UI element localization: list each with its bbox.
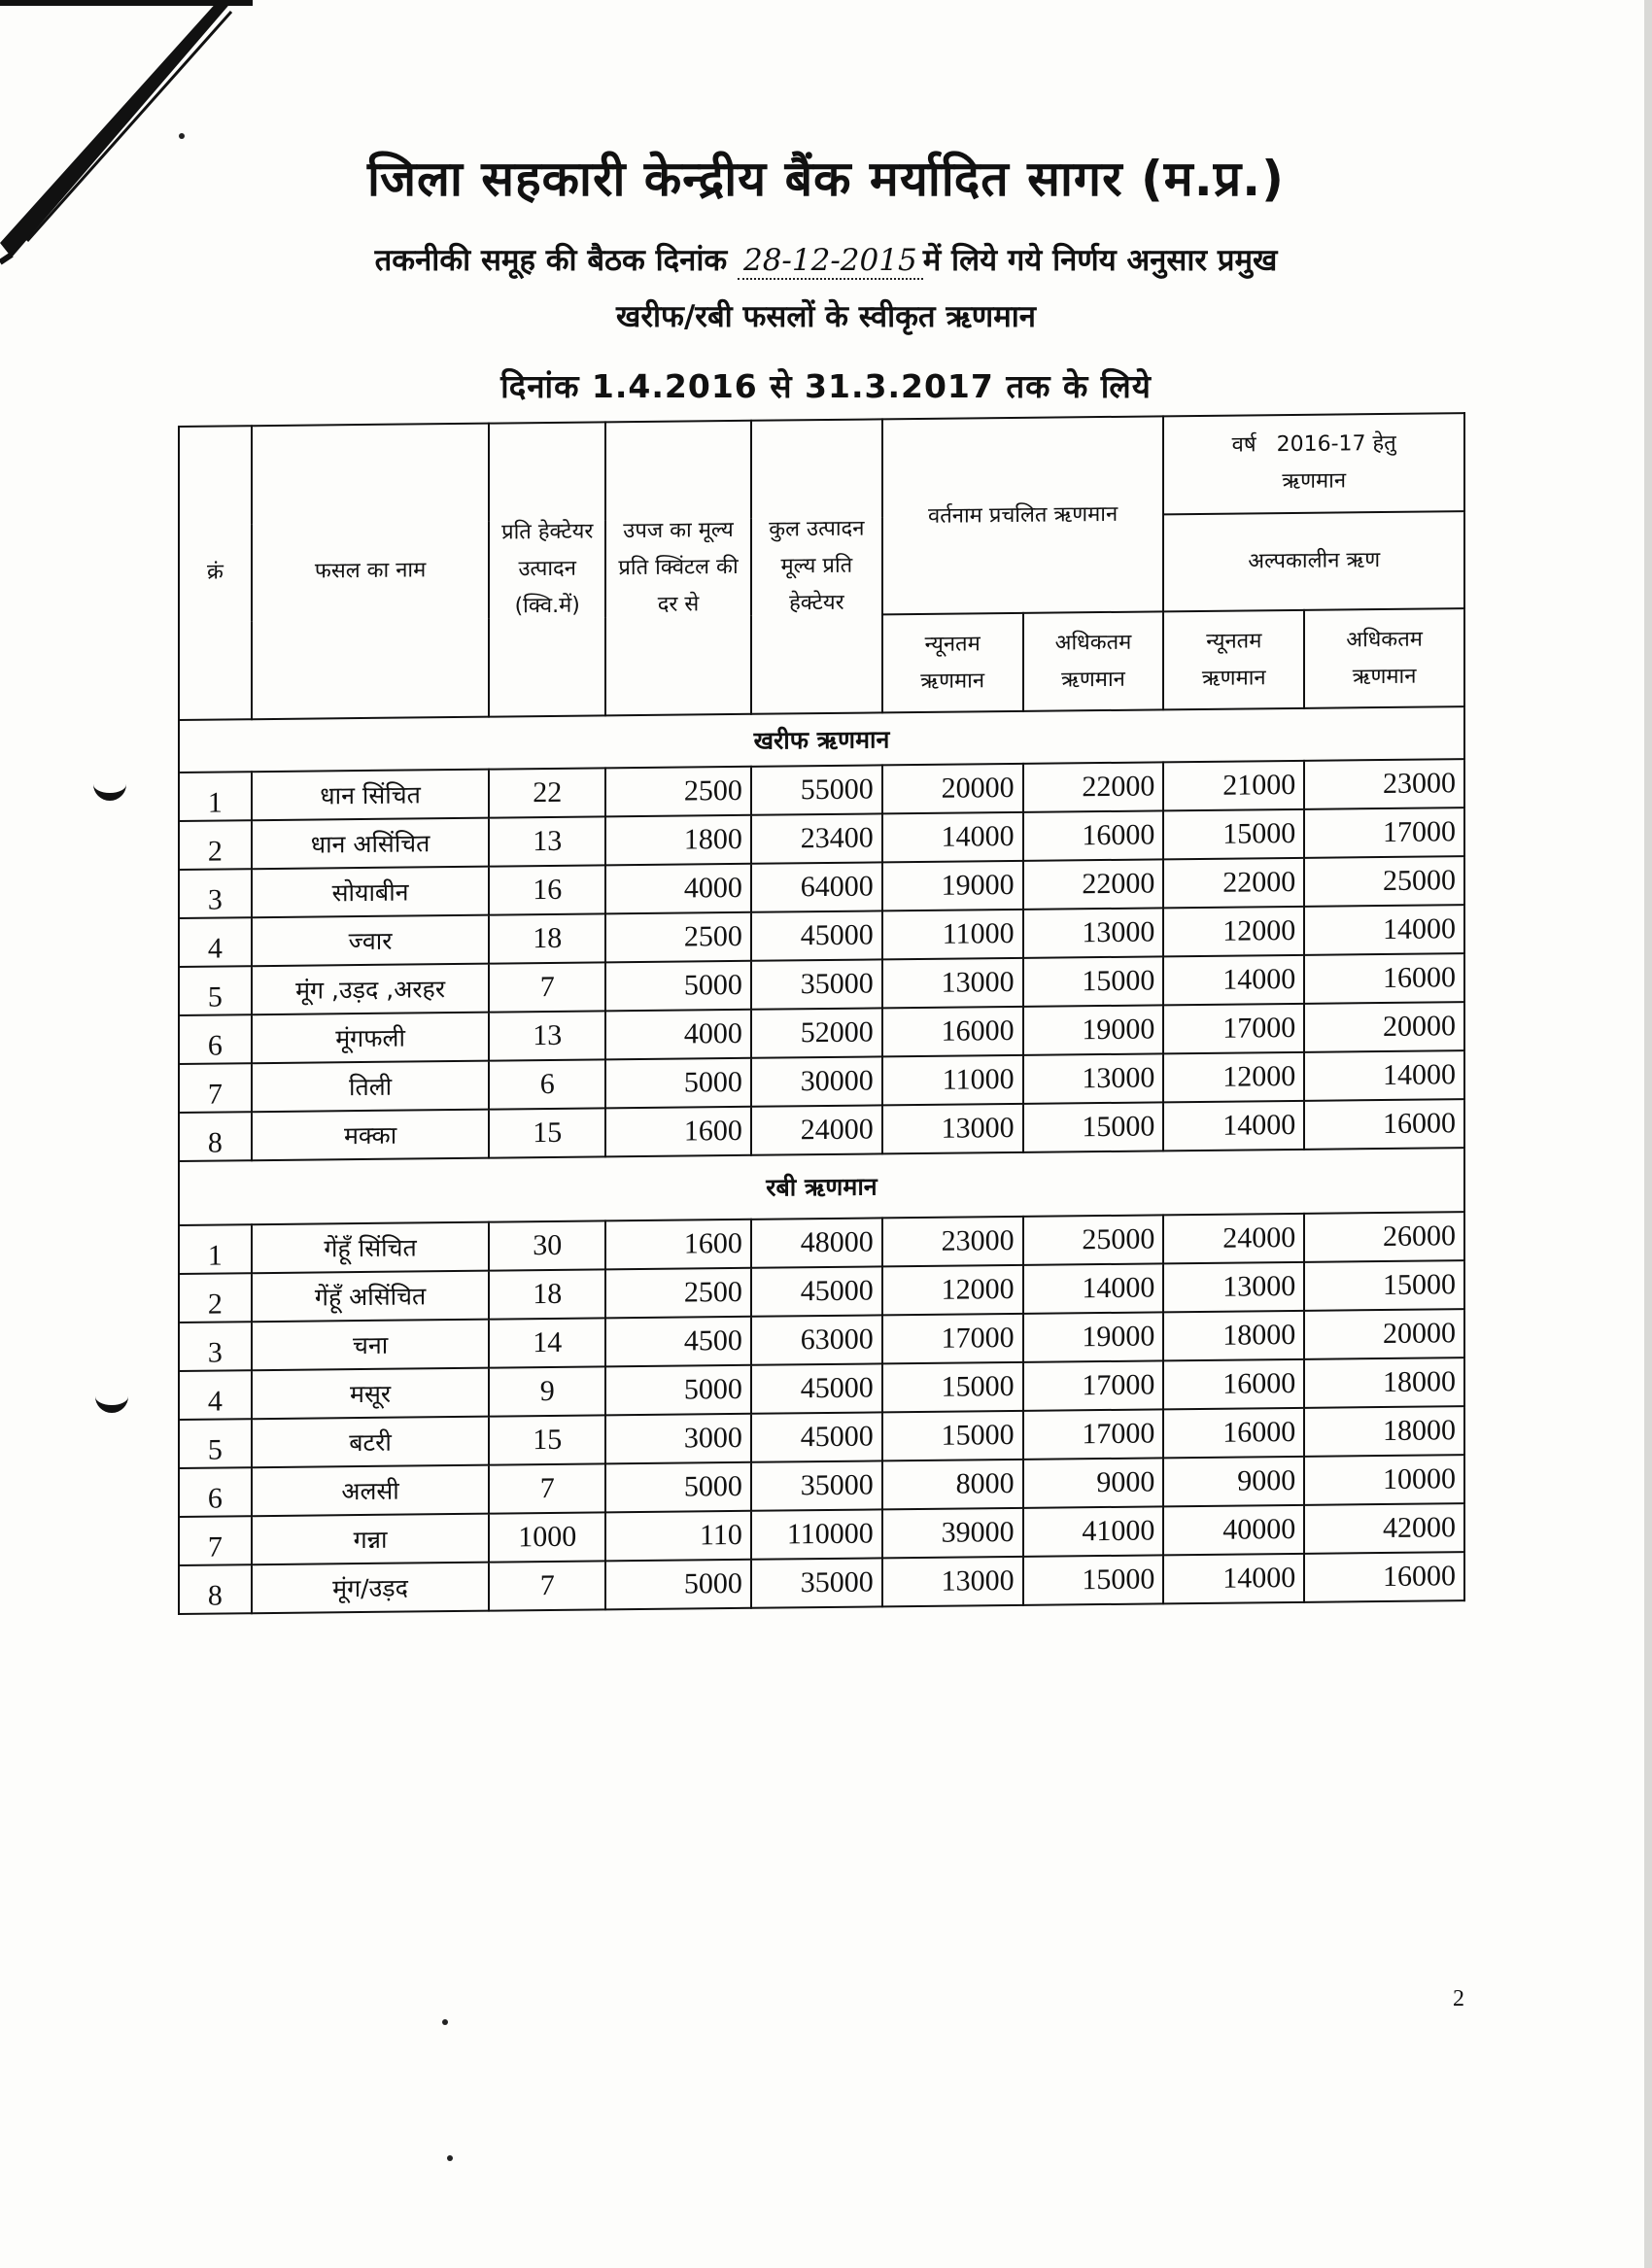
serial-cell: 7 [179, 1516, 252, 1565]
meeting-line [0, 239, 1652, 280]
crop-name-cell: गेंहूँ असिंचित [252, 1271, 489, 1323]
new-min-cell: 14000 [1163, 1101, 1304, 1151]
current-max-cell: 14000 [1023, 1263, 1164, 1314]
header-year-value: 2016-17 [1276, 431, 1366, 458]
crop-name-cell: धान असिंचित [252, 818, 489, 870]
crop-name-cell: गेंहूँ सिंचित [252, 1222, 489, 1274]
new-max-cell: 26000 [1304, 1212, 1464, 1262]
kharif-section-title: खरीफ ऋणमान [179, 706, 1464, 773]
meeting-line-prefix: तकनीकी समूह की बैठक दिनांक [374, 243, 728, 278]
total-value-cell: 64000 [751, 862, 882, 911]
scan-right-edge [1644, 0, 1652, 2268]
total-value-cell: 52000 [751, 1008, 882, 1057]
header-year-line2: ऋणमान [1282, 468, 1347, 495]
header-current-loan: वर्तनाम प्रचलित ऋणमान [882, 416, 1164, 614]
total-value-cell: 45000 [751, 1266, 882, 1316]
current-min-cell: 16000 [882, 1007, 1023, 1057]
current-max-cell: 22000 [1023, 859, 1164, 910]
total-value-cell: 45000 [751, 1412, 882, 1461]
total-value-cell: 110000 [751, 1509, 882, 1559]
new-max-cell: 14000 [1304, 905, 1464, 955]
current-max-cell: 41000 [1023, 1506, 1164, 1557]
serial-cell: 1 [179, 772, 252, 821]
price-cell: 2500 [605, 767, 751, 817]
new-max-cell: 16000 [1304, 953, 1464, 1004]
current-max-cell: 15000 [1023, 1555, 1164, 1605]
yield-cell: 15 [489, 1108, 605, 1157]
crop-name-cell: सोयाबीन [252, 867, 489, 918]
yield-cell: 7 [489, 1561, 605, 1610]
crop-name-cell: मूंगफली [252, 1013, 489, 1064]
yield-cell: 7 [489, 962, 605, 1012]
header-price: उपज का मूल्य प्रति क्विंटल की दर से [605, 421, 751, 716]
crop-name-cell: ज्वार [252, 915, 489, 967]
crop-name-cell: बटरी [252, 1417, 489, 1468]
serial-cell: 5 [179, 966, 252, 1015]
yield-cell: 18 [489, 913, 605, 963]
new-min-cell: 18000 [1163, 1311, 1304, 1361]
header-sn: क्रं [179, 426, 252, 720]
crop-name-cell: गन्ना [252, 1514, 489, 1565]
current-min-cell: 8000 [882, 1460, 1023, 1510]
yield-cell: 22 [489, 768, 605, 817]
yield-cell: 18 [489, 1269, 605, 1319]
price-cell: 1600 [605, 1107, 751, 1157]
total-value-cell: 48000 [751, 1218, 882, 1267]
current-min-cell: 11000 [882, 910, 1023, 960]
current-max-cell: 16000 [1023, 810, 1164, 861]
header-new-max: अधिकतम ऋणमान [1304, 608, 1464, 707]
new-min-cell: 14000 [1163, 955, 1304, 1006]
header-year-prefix: वर्ष [1231, 432, 1256, 458]
price-cell: 1800 [605, 815, 751, 866]
serial-cell: 6 [179, 1467, 252, 1517]
current-min-cell: 14000 [882, 812, 1023, 863]
price-cell: 4000 [605, 864, 751, 914]
header-current-max: अधिकतम ऋणमान [1023, 612, 1164, 711]
new-max-cell: 15000 [1304, 1260, 1464, 1311]
current-min-cell: 13000 [882, 1104, 1023, 1154]
total-value-cell: 30000 [751, 1056, 882, 1106]
meeting-line-suffix: में लिये गये निर्णय अनुसार प्रमुख [922, 243, 1278, 278]
serial-cell: 7 [179, 1063, 252, 1113]
new-max-cell: 25000 [1304, 856, 1464, 907]
new-min-cell: 17000 [1163, 1004, 1304, 1054]
crop-name-cell: तिली [252, 1061, 489, 1113]
current-min-cell: 20000 [882, 764, 1023, 814]
current-max-cell: 15000 [1023, 956, 1164, 1007]
total-value-cell: 45000 [751, 1363, 882, 1413]
new-min-cell: 13000 [1163, 1262, 1304, 1313]
current-min-cell: 19000 [882, 861, 1023, 911]
price-cell: 5000 [605, 961, 751, 1012]
new-min-cell: 12000 [1163, 1052, 1304, 1103]
serial-cell: 5 [179, 1419, 252, 1468]
yield-cell: 13 [489, 816, 605, 866]
rabi-section [179, 1148, 1464, 1614]
new-min-cell: 12000 [1163, 907, 1304, 957]
header-new-min: न्यूनतम ऋणमान [1163, 610, 1304, 709]
price-cell: 5000 [605, 1058, 751, 1109]
new-max-cell: 18000 [1304, 1357, 1464, 1408]
total-value-cell: 63000 [751, 1315, 882, 1364]
current-min-cell: 15000 [882, 1411, 1023, 1461]
document-title: जिला सहकारी केन्द्रीय बैंक मर्यादित सागर (म.प्र.) [367, 151, 1285, 207]
header-crop: फसल का नाम [252, 424, 489, 720]
serial-cell: 8 [179, 1564, 252, 1614]
current-min-cell: 15000 [882, 1362, 1023, 1413]
handwritten-meeting-date: 28-12-2015 [738, 243, 923, 280]
current-min-cell: 17000 [882, 1314, 1023, 1364]
current-max-cell: 17000 [1023, 1360, 1164, 1411]
header-short-term: अल्पकालीन ऋण [1163, 511, 1464, 612]
price-cell: 4500 [605, 1317, 751, 1367]
page-number: 2 [1453, 1986, 1464, 2011]
new-min-cell: 14000 [1163, 1554, 1304, 1604]
scan-speck [179, 133, 185, 139]
new-min-cell: 9000 [1163, 1457, 1304, 1507]
total-value-cell: 35000 [751, 959, 882, 1009]
header-current-min: न्यूनतम ऋणमान [882, 613, 1023, 712]
current-max-cell: 19000 [1023, 1312, 1164, 1362]
current-max-cell: 25000 [1023, 1215, 1164, 1265]
new-min-cell: 22000 [1163, 858, 1304, 909]
price-cell: 5000 [605, 1462, 751, 1513]
total-value-cell: 35000 [751, 1558, 882, 1607]
corner-scan-mark [0, 0, 253, 272]
serial-cell: 4 [179, 917, 252, 967]
new-max-cell: 10000 [1304, 1455, 1464, 1505]
price-cell: 1600 [605, 1220, 751, 1270]
current-max-cell: 22000 [1023, 762, 1164, 812]
new-min-cell: 24000 [1163, 1214, 1304, 1264]
serial-cell: 3 [179, 869, 252, 918]
new-min-cell: 40000 [1163, 1505, 1304, 1556]
crop-name-cell: मूंग/उड़द [252, 1563, 489, 1614]
serial-cell: 2 [179, 1273, 252, 1323]
current-min-cell: 11000 [882, 1055, 1023, 1106]
yield-cell: 1000 [489, 1512, 605, 1562]
yield-cell: 9 [489, 1366, 605, 1416]
yield-cell: 13 [489, 1011, 605, 1060]
total-value-cell: 24000 [751, 1105, 882, 1154]
total-value-cell: 35000 [751, 1460, 882, 1510]
current-min-cell: 39000 [882, 1508, 1023, 1559]
crop-name-cell: अलसी [252, 1465, 489, 1517]
new-max-cell: 42000 [1304, 1503, 1464, 1554]
total-value-cell: 55000 [751, 765, 882, 814]
serial-cell: 8 [179, 1112, 252, 1161]
serial-cell: 2 [179, 820, 252, 870]
header-year-loan [1163, 413, 1464, 514]
new-max-cell: 16000 [1304, 1552, 1464, 1602]
price-cell: 3000 [605, 1414, 751, 1464]
subtitle: खरीफ/रबी फसलों के स्वीकृत ऋणमान [615, 299, 1036, 334]
price-cell: 4000 [605, 1010, 751, 1060]
scan-speck [447, 2155, 453, 2161]
binder-hole-mark [93, 777, 126, 801]
new-max-cell: 23000 [1304, 759, 1464, 809]
price-cell: 5000 [605, 1560, 751, 1610]
yield-cell: 15 [489, 1415, 605, 1464]
price-cell: 110 [605, 1511, 751, 1562]
yield-cell: 14 [489, 1318, 605, 1367]
current-min-cell: 23000 [882, 1217, 1023, 1267]
crop-name-cell: मसूर [252, 1368, 489, 1420]
header-year-suffix: हेतु [1372, 431, 1396, 457]
header-total: कुल उत्पादन मूल्य प्रति हेक्टेयर [751, 419, 882, 713]
price-cell: 2500 [605, 1268, 751, 1319]
current-max-cell: 9000 [1023, 1458, 1164, 1508]
current-max-cell: 13000 [1023, 1053, 1164, 1104]
total-value-cell: 45000 [751, 911, 882, 960]
new-min-cell: 21000 [1163, 761, 1304, 811]
new-max-cell: 16000 [1304, 1099, 1464, 1150]
price-cell: 2500 [605, 912, 751, 963]
header-yield: प्रति हेक्टेयर उत्पादन (क्वि.में) [489, 422, 605, 716]
current-min-cell: 13000 [882, 958, 1023, 1009]
new-max-cell: 18000 [1304, 1406, 1464, 1457]
crop-name-cell: मक्का [252, 1110, 489, 1161]
yield-cell: 7 [489, 1463, 605, 1513]
new-max-cell: 14000 [1304, 1050, 1464, 1101]
new-min-cell: 16000 [1163, 1408, 1304, 1459]
rabi-section-title: रबी ऋणमान [179, 1148, 1464, 1225]
yield-cell: 6 [489, 1059, 605, 1109]
loan-scale-table [178, 412, 1465, 1615]
new-min-cell: 16000 [1163, 1359, 1304, 1410]
kharif-section [179, 706, 1464, 1161]
current-min-cell: 12000 [882, 1265, 1023, 1316]
current-min-cell: 13000 [882, 1557, 1023, 1607]
binder-hole-mark [95, 1390, 128, 1413]
price-cell: 5000 [605, 1365, 751, 1416]
current-max-cell: 19000 [1023, 1005, 1164, 1055]
new-max-cell: 17000 [1304, 808, 1464, 858]
current-max-cell: 15000 [1023, 1102, 1164, 1152]
total-value-cell: 23400 [751, 813, 882, 863]
current-max-cell: 13000 [1023, 908, 1164, 958]
crop-name-cell: चना [252, 1320, 489, 1371]
validity-period: दिनांक 1.4.2016 से 31.3.2017 तक के लिये [500, 367, 1152, 405]
serial-cell: 3 [179, 1322, 252, 1371]
scan-speck [442, 2019, 448, 2025]
crop-name-cell: धान सिंचित [252, 770, 489, 821]
new-min-cell: 15000 [1163, 809, 1304, 860]
serial-cell: 6 [179, 1014, 252, 1064]
new-max-cell: 20000 [1304, 1309, 1464, 1359]
serial-cell: 4 [179, 1370, 252, 1420]
yield-cell: 30 [489, 1220, 605, 1270]
crop-name-cell: मूंग ,उड़द ,अरहर [252, 964, 489, 1015]
yield-cell: 16 [489, 865, 605, 914]
current-max-cell: 17000 [1023, 1409, 1164, 1460]
new-max-cell: 20000 [1304, 1002, 1464, 1052]
serial-cell: 1 [179, 1224, 252, 1274]
